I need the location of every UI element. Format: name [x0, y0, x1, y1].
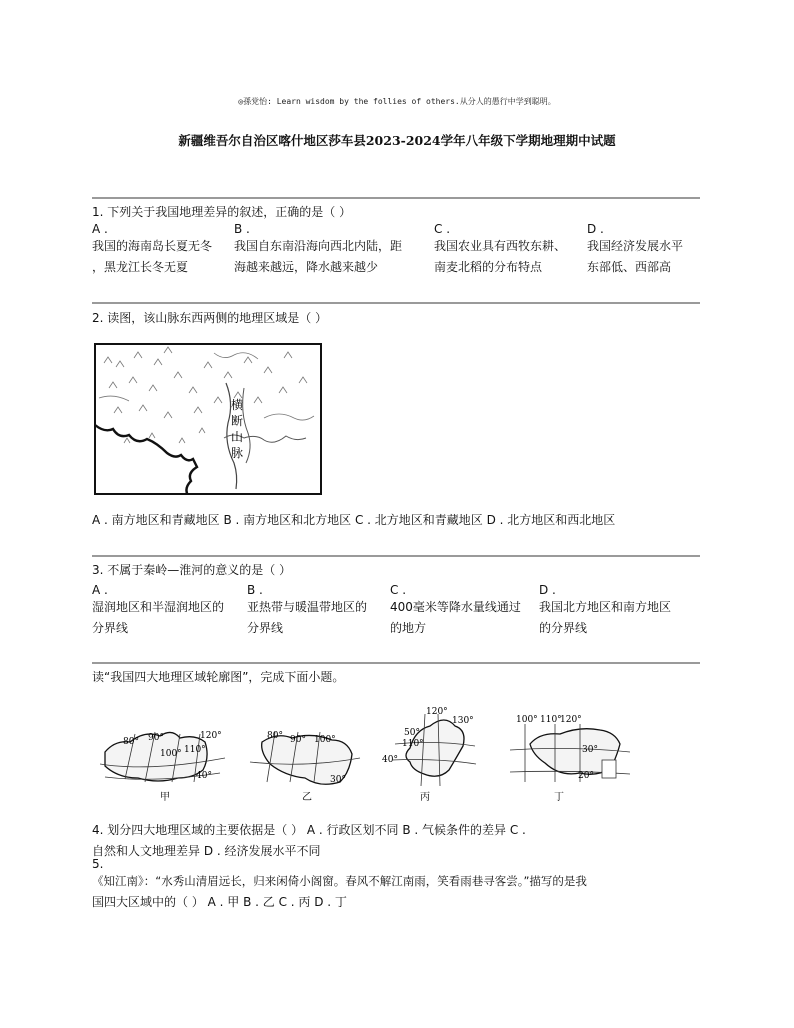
q3-option-d[interactable] — [539, 583, 697, 639]
map-ding — [510, 715, 630, 803]
option-line: 东部低、西部高 — [587, 260, 672, 274]
q1-stem: 1. 下列关于我国地理差异的叙述，正确的是（ ） — [92, 205, 352, 219]
option-line: 的分界线 — [539, 621, 588, 635]
option-line: ，黑龙江长冬无夏 — [92, 260, 189, 274]
option-line: 分界线 — [247, 621, 284, 635]
q3-option-a[interactable] — [92, 583, 244, 639]
map-label: 30° — [330, 775, 346, 785]
group-intro: 读“我国四大地理区域轮廓图”，完成下面小题。 — [92, 670, 345, 684]
q3-option-c[interactable] — [390, 583, 536, 639]
map-label-char: 山 — [231, 430, 244, 444]
four-regions-figure — [100, 702, 700, 806]
option-letter: D . — [587, 222, 604, 236]
q4-line: 4. 划分四大地理区域的主要依据是（ ） A . 行政区划不同 B . 气候条件的差异 C . — [92, 823, 526, 837]
page-title: 新疆维吾尔自治区喀什地区莎车县2023-2024学年八年级下学期地理期中试题 — [178, 133, 616, 148]
map-label: 100° — [314, 735, 336, 745]
option-line: 南麦北稻的分布特点 — [434, 260, 543, 274]
option-line: 我国自东南沿海向西北内陆，距 — [234, 239, 403, 253]
option-line: 湿润地区和半湿润地区的 — [92, 600, 225, 614]
q1-option-c[interactable] — [434, 222, 576, 278]
option-letter: D . — [539, 583, 556, 597]
q5-block[interactable] — [92, 857, 587, 913]
option-letter: B . — [247, 583, 263, 597]
inset-box — [602, 760, 616, 778]
map-caption: 乙 — [302, 792, 312, 803]
map-label: 30° — [582, 745, 598, 755]
map-label: 110° — [402, 739, 424, 749]
option-line: 400毫米等降水量线通过 — [390, 600, 521, 614]
option-line: 海越来越远，降水越来越少 — [234, 260, 379, 274]
map-label: 40° — [196, 771, 212, 781]
q5-line: 国四大区域中的（ ） A . 甲 B . 乙 C . 丙 D . 丁 — [92, 895, 347, 909]
map-label: 80° — [267, 731, 283, 741]
option-letter: A . — [92, 583, 108, 597]
map-label: 120° — [200, 731, 222, 741]
option-letter: B . — [234, 222, 250, 236]
divider — [92, 197, 700, 199]
option-letter: C . — [390, 583, 407, 597]
map-caption: 甲 — [160, 792, 170, 803]
q1-option-d[interactable] — [587, 222, 699, 278]
option-letter: C . — [434, 222, 451, 236]
option-letter: A . — [92, 222, 108, 236]
map-label: 20° — [578, 771, 594, 781]
map-label: 90° — [148, 733, 164, 743]
map-label: 100° — [160, 749, 182, 759]
map-label: 120° — [426, 707, 448, 717]
map-label-char: 断 — [231, 414, 244, 428]
q5-number: 5. — [92, 857, 104, 871]
map-jia — [100, 731, 225, 803]
q5-line: 《知江南》：“水秀山清眉远长，归来闲倚小阁窗。春风不解江南雨，笑看雨巷寻客尝。”描写的是我 — [92, 874, 587, 888]
q2-options[interactable]: A . 南方地区和青藏地区 B . 南方地区和北方地区 C . 北方地区和青藏地区 D . 北方地区和西北地区 — [92, 513, 616, 527]
map-label: 50° — [404, 728, 420, 738]
map-label: 110° — [540, 715, 562, 725]
map-label: 100° — [516, 715, 538, 725]
option-line: 我国经济发展水平 — [587, 239, 684, 253]
divider — [92, 662, 700, 664]
map-label: 120° — [560, 715, 582, 725]
map-yi — [250, 731, 360, 803]
hengduan-map-figure — [94, 343, 322, 495]
option-line: 的地方 — [390, 621, 427, 635]
map-label: 80° — [123, 737, 139, 747]
q3-option-b[interactable] — [247, 583, 387, 639]
option-line: 亚热带与暖温带地区的 — [247, 600, 368, 614]
map-caption: 丙 — [420, 792, 430, 803]
q3-stem: 3. 不属于秦岭—淮河的意义的是（ ） — [92, 563, 292, 577]
divider — [92, 302, 700, 304]
header-motto: ◎孫党怡: Learn wisdom by the follies of others.从分人的愚行中学到聪明。 — [238, 97, 556, 106]
map-label-char: 横 — [231, 398, 244, 412]
map-label-char: 脉 — [231, 446, 244, 460]
map-bing — [382, 707, 476, 803]
map-label: 130° — [452, 716, 474, 726]
q2-stem: 2. 读图，该山脉东西两侧的地理区域是（ ） — [92, 311, 328, 325]
q1-option-a[interactable] — [92, 222, 234, 278]
q1-option-b[interactable] — [234, 222, 430, 278]
map-label: 110° — [184, 745, 206, 755]
option-line: 我国北方地区和南方地区 — [539, 600, 672, 614]
map-label: 90° — [290, 735, 306, 745]
q4-block[interactable] — [92, 820, 526, 862]
q4-line: 自然和人文地理差异 D . 经济发展水平不同 — [92, 844, 321, 858]
map-label: 40° — [382, 755, 398, 765]
divider — [92, 555, 700, 557]
option-line: 我国的海南岛长夏无冬 — [92, 239, 213, 253]
map-caption: 丁 — [554, 792, 564, 803]
option-line: 我国农业具有西牧东耕、 — [434, 239, 567, 253]
option-line: 分界线 — [92, 621, 129, 635]
